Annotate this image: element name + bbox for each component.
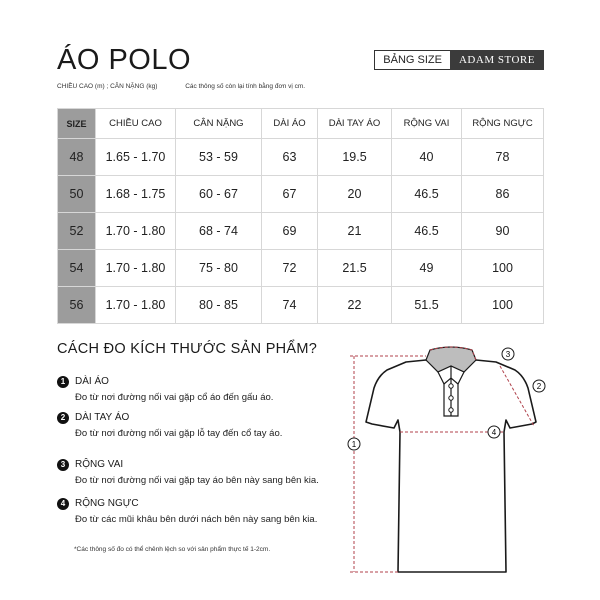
- table-cell: 21: [318, 213, 392, 250]
- header-size: SIZE: [58, 109, 96, 139]
- size-chart-tag: BẢNG SIZE: [374, 50, 450, 70]
- table-cell: 40: [392, 139, 462, 176]
- step-number: 3: [57, 459, 69, 471]
- polo-shirt-diagram: [340, 336, 562, 594]
- table-cell: 20: [318, 176, 392, 213]
- units-text: CHIỀU CAO (m) ; CÂN NẶNG (kg): [57, 83, 158, 90]
- store-name-tag: ADAM STORE: [450, 50, 544, 70]
- table-cell: 60 - 67: [176, 176, 262, 213]
- table-row: [58, 139, 544, 176]
- table-cell: 74: [262, 287, 318, 324]
- table-cell: 21.5: [318, 250, 392, 287]
- step-description: Đo từ nơi đường nối vai gặp lỗ tay đến cổ tay áo.: [75, 428, 283, 439]
- step-description: Đo từ các mũi khâu bên dưới nách bên này sang bên kia.: [75, 514, 318, 525]
- collar: [426, 347, 476, 416]
- table-cell: 1.70 - 1.80: [96, 213, 176, 250]
- table-cell: 1.68 - 1.75: [96, 176, 176, 213]
- table-cell: 100: [462, 287, 544, 324]
- units-subtitle: [57, 83, 305, 90]
- size-cell: 48: [58, 139, 96, 176]
- size-cell: 56: [58, 287, 96, 324]
- marker-3: 3: [505, 350, 511, 359]
- table-cell: 49: [392, 250, 462, 287]
- table-cell: 78: [462, 139, 544, 176]
- size-cell: 50: [58, 176, 96, 213]
- table-cell: 51.5: [392, 287, 462, 324]
- header-shoulder-width: RỘNG VAI: [392, 109, 462, 139]
- step-label: RỘNG VAI: [75, 459, 124, 470]
- table-row: [58, 213, 544, 250]
- table-cell: 100: [462, 250, 544, 287]
- table-cell: 63: [262, 139, 318, 176]
- sleeve-length-line: [500, 366, 534, 426]
- step-label: DÀI TAY ÁO: [75, 412, 130, 423]
- table-cell: 86: [462, 176, 544, 213]
- marker-2: 2: [536, 382, 542, 391]
- step-label: DÀI ÁO: [75, 376, 109, 387]
- table-cell: 53 - 59: [176, 139, 262, 176]
- table-cell: 69: [262, 213, 318, 250]
- page-title: ÁO POLO: [57, 44, 192, 76]
- step-number: 4: [57, 498, 69, 510]
- table-cell: 1.70 - 1.80: [96, 287, 176, 324]
- step-number: 1: [57, 376, 69, 388]
- table-cell: 72: [262, 250, 318, 287]
- table-row: [58, 250, 544, 287]
- units-note: Các thông số còn lại tính bằng đơn vị cm.: [185, 83, 306, 90]
- size-cell: 52: [58, 213, 96, 250]
- header-height: CHIỀU CAO: [96, 109, 176, 139]
- howto-title: CÁCH ĐO KÍCH THƯỚC SẢN PHẨM?: [57, 341, 318, 357]
- table-cell: 90: [462, 213, 544, 250]
- brand-header: [374, 50, 544, 70]
- table-row: [58, 176, 544, 213]
- table-cell: 1.65 - 1.70: [96, 139, 176, 176]
- table-cell: 46.5: [392, 176, 462, 213]
- marker-4: 4: [491, 428, 497, 437]
- step-description: Đo từ nơi đường nối vai gặp tay áo bên này sang bên kia.: [75, 475, 319, 486]
- size-table: [57, 108, 544, 324]
- table-cell: 68 - 74: [176, 213, 262, 250]
- header-chest-width: RỘNG NGỰC: [462, 109, 544, 139]
- table-cell: 1.70 - 1.80: [96, 250, 176, 287]
- size-cell: 54: [58, 250, 96, 287]
- table-cell: 80 - 85: [176, 287, 262, 324]
- step-label: RỘNG NGỰC: [75, 498, 139, 509]
- table-header-row: [58, 109, 544, 139]
- table-cell: 46.5: [392, 213, 462, 250]
- footnote: *Các thông số đo có thể chênh lệch so với sản phẩm thực tế 1-2cm.: [74, 546, 271, 553]
- table-cell: 75 - 80: [176, 250, 262, 287]
- header-sleeve-length: DÀI TAY ÁO: [318, 109, 392, 139]
- table-cell: 22: [318, 287, 392, 324]
- step-number: 2: [57, 412, 69, 424]
- step-description: Đo từ nơi đường nối vai gặp cổ áo đến gấu áo.: [75, 392, 274, 403]
- table-cell: 67: [262, 176, 318, 213]
- table-cell: 19.5: [318, 139, 392, 176]
- marker-1: 1: [351, 440, 357, 449]
- header-weight: CÂN NẶNG: [176, 109, 262, 139]
- table-row: [58, 287, 544, 324]
- header-shirt-length: DÀI ÁO: [262, 109, 318, 139]
